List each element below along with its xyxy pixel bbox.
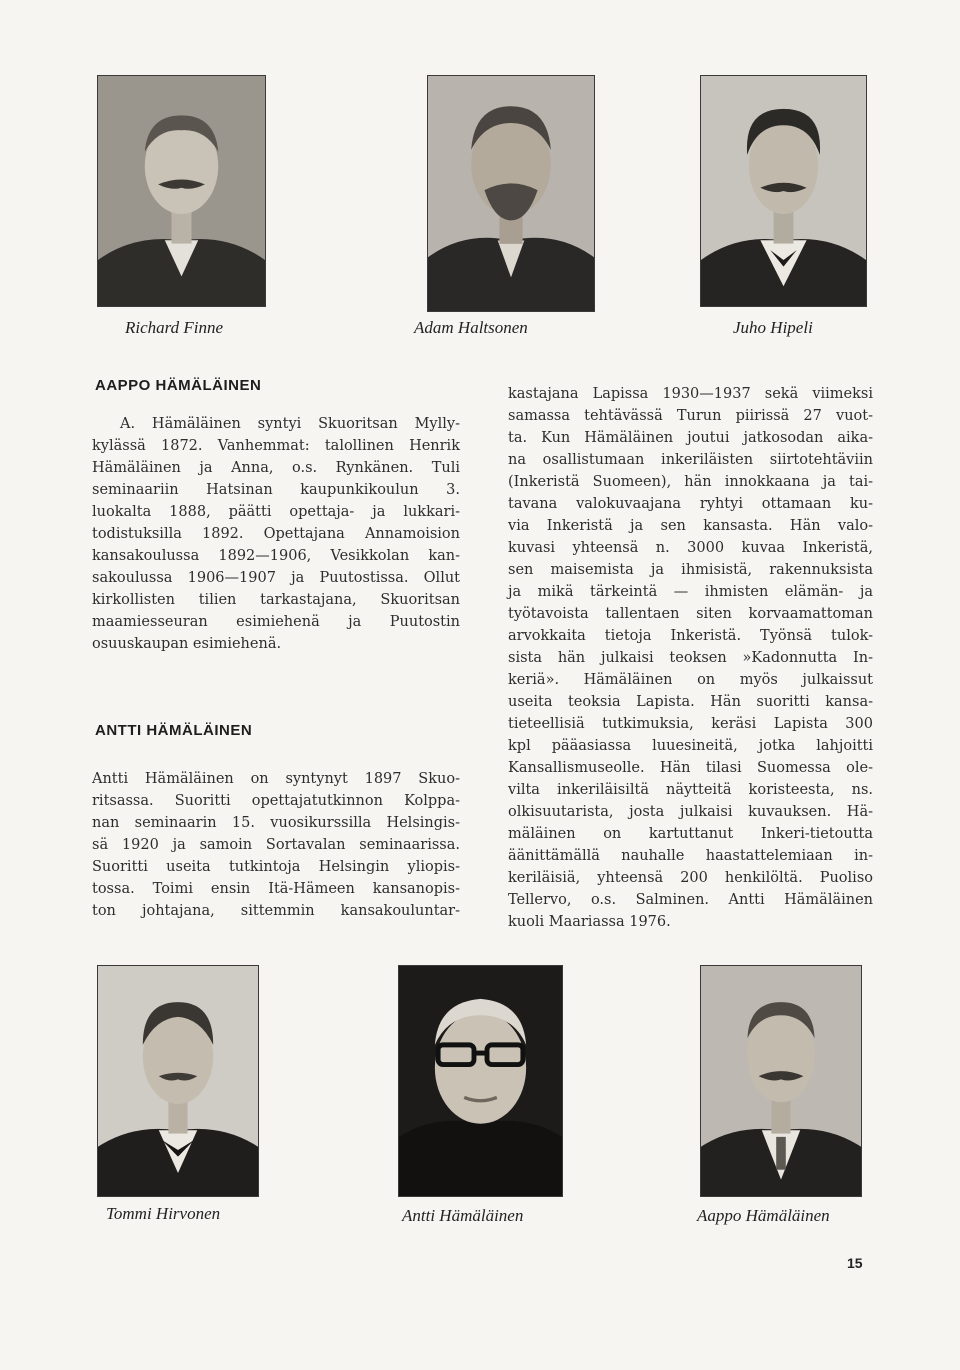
text-line: sä 1920 ja samoin Sortavalan seminaarissa. xyxy=(92,837,460,853)
text-line: seminaariin Hatsinan kaupunkikoulun 3. xyxy=(92,482,460,498)
article-paragraph xyxy=(92,768,460,922)
portrait-caption: Aappo Hämäläinen xyxy=(697,1206,830,1225)
text-line: vilta inkeriläisiltä näytteitä koristeesta, ns. xyxy=(508,782,873,798)
portrait-caption: Antti Hämäläinen xyxy=(402,1206,524,1225)
section-heading: AAPPO HÄMÄLÄINEN xyxy=(95,377,262,394)
text-line: useita teoksia Lapista. Hän suoritti kansa- xyxy=(508,694,873,710)
portrait-photo xyxy=(427,75,595,312)
text-line: tossa. Toimi ensin Itä-Hämeen kansanopis- xyxy=(92,881,460,897)
text-line: sista hän julkaisi teoksen »Kadonnutta In- xyxy=(508,650,873,666)
portrait-photo xyxy=(700,75,867,307)
text-line: keriä». Hämäläinen on myös julkaissut xyxy=(508,672,873,688)
text-line: Suoritti useita tutkintoja Helsingin yliopis- xyxy=(92,859,460,875)
text-line: Hämäläinen ja Anna, o.s. Rynkänen. Tuli xyxy=(92,460,460,476)
text-line: ritsassa. Suoritti opettajatutkinnon Kolppa- xyxy=(92,793,460,809)
portrait-caption: Richard Finne xyxy=(125,318,224,337)
text-line: luokalta 1888, päätti opettaja- ja lukkari- xyxy=(92,504,460,520)
portrait-photo xyxy=(398,965,563,1197)
portrait-caption: Tommi Hirvonen xyxy=(106,1204,221,1223)
text-line: äänittämällä nauhalle haastattelemiaan in- xyxy=(508,848,873,864)
text-line: nan seminaarin 15. vuosikurssilla Helsingis- xyxy=(92,815,460,831)
text-line: työtavoista tallentaen siten korvaamattoman xyxy=(508,606,873,622)
article-paragraph xyxy=(92,413,460,655)
text-line: Antti Hämäläinen on syntynyt 1897 Skuo- xyxy=(92,771,460,787)
text-line: tieteellisiä tutkimuksia, keräsi Lapista 300 xyxy=(508,716,873,732)
page-number: 15 xyxy=(847,1255,863,1271)
text-line: Tellervo, o.s. Salminen. Antti Hämäläinen xyxy=(508,892,873,908)
portrait-photo xyxy=(700,965,862,1197)
text-line: mäläinen on kartuttanut Inkeri-tietoutta xyxy=(508,826,873,842)
text-line: via Inkeristä ja sen kansasta. Hän valo- xyxy=(508,518,873,534)
text-line: na osallistumaan inkeriläisten siirtotehtäviin xyxy=(508,452,873,468)
text-line: samassa tehtävässä Turun piirissä 27 vuot- xyxy=(508,408,873,424)
text-line: kpl pääasiassa luuesineitä, jotka lahjoitti xyxy=(508,738,873,754)
text-line: kuoli Maariassa 1976. xyxy=(508,914,671,930)
text-line: maamiesseuran esimiehenä ja Puutostin xyxy=(92,614,460,630)
portrait-caption: Adam Haltsonen xyxy=(414,318,528,337)
text-line: sakoulussa 1906—1907 ja Puutostissa. Ollut xyxy=(92,570,460,586)
text-line: ta. Kun Hämäläinen joutui jatkosodan aika- xyxy=(508,430,873,446)
text-line: kastajana Lapissa 1930—1937 sekä viimeksi xyxy=(508,386,873,402)
text-line: ja mikä tärkeintä — ihmisten elämän- ja xyxy=(508,584,873,600)
text-line: (Inkeristä Suomeen), hän innokkaana ja tai- xyxy=(508,474,873,490)
portrait-photo xyxy=(97,75,266,307)
section-heading: ANTTI HÄMÄLÄINEN xyxy=(95,722,253,739)
text-line: A. Hämäläinen syntyi Skuoritsan Mylly- xyxy=(120,416,460,432)
text-line: kansakoulussa 1892—1906, Vesikkolan kan- xyxy=(92,548,460,564)
text-line: arvokkaita tietoja Inkeristä. Työnsä tulok- xyxy=(508,628,873,644)
article-paragraph xyxy=(508,383,873,933)
text-line: Kansallismuseolle. Hän tilasi Suomessa ole- xyxy=(508,760,873,776)
text-line: kuvasi yhteensä n. 3000 kuvaa Inkeristä, xyxy=(508,540,873,556)
text-line: kylässä 1872. Vanhemmat: talollinen Henrik xyxy=(92,438,460,454)
portrait-photo xyxy=(97,965,259,1197)
text-line: ton johtajana, sittemmin kansakouluntar- xyxy=(92,903,460,919)
text-line: sen maisemista ja ihmisistä, rakennuksista xyxy=(508,562,873,578)
text-line: olkisuutarista, josta julkaisi kuvauksen. Hä- xyxy=(508,804,873,820)
text-line: tavana valokuvaajana ryhtyi ottamaan ku- xyxy=(508,496,873,512)
text-line: kirkollisten tilien tarkastajana, Skuoritsan xyxy=(92,592,460,608)
text-line: todistuksilla 1892. Opettajana Annamoision xyxy=(92,526,460,542)
text-line: keriläisiä, yhteensä 200 henkilöltä. Puoliso xyxy=(508,870,873,886)
portrait-caption: Juho Hipeli xyxy=(733,318,813,337)
text-line: osuuskaupan esimiehenä. xyxy=(92,636,282,652)
